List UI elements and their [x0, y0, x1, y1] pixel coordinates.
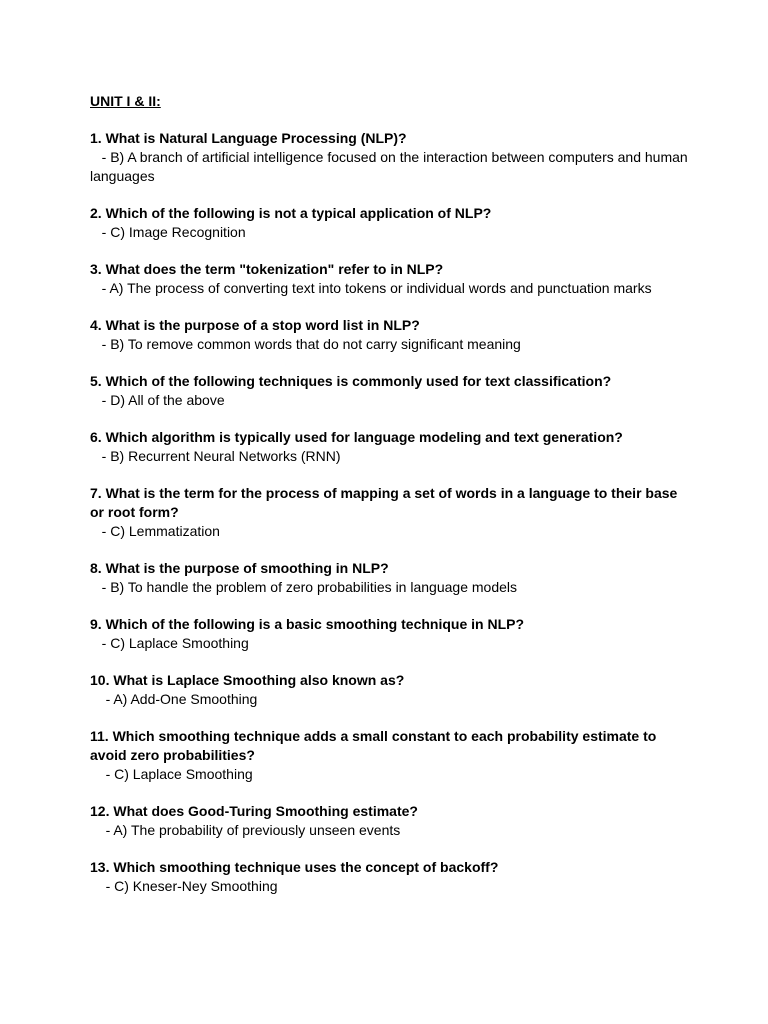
answer-text: - B) A branch of artificial intelligence focused on the interaction between computers and human languages — [90, 149, 692, 184]
answer-text: - C) Laplace Smoothing — [90, 766, 253, 782]
question-list — [90, 129, 690, 896]
question-text: 12. What does Good-Turing Smoothing estimate? — [90, 803, 418, 819]
question-item — [90, 129, 690, 186]
question-text: 1. What is Natural Language Processing (NLP)? — [90, 130, 407, 146]
question-item — [90, 858, 690, 896]
question-text: 4. What is the purpose of a stop word list in NLP? — [90, 317, 420, 333]
answer-text: - A) The process of converting text into tokens or individual words and punctuation marks — [90, 280, 652, 296]
question-item — [90, 615, 690, 653]
answer-text: - B) To handle the problem of zero probabilities in language models — [90, 579, 517, 595]
answer-text: - B) Recurrent Neural Networks (RNN) — [90, 448, 341, 464]
question-item — [90, 559, 690, 597]
question-text: 8. What is the purpose of smoothing in NLP? — [90, 560, 389, 576]
answer-text: - A) Add-One Smoothing — [90, 691, 258, 707]
question-item — [90, 372, 690, 410]
question-item — [90, 671, 690, 709]
question-item — [90, 727, 690, 784]
question-text: 5. Which of the following techniques is commonly used for text classification? — [90, 373, 612, 389]
answer-text: - B) To remove common words that do not carry significant meaning — [90, 336, 521, 352]
question-item — [90, 802, 690, 840]
question-text: 10. What is Laplace Smoothing also known as? — [90, 672, 405, 688]
answer-text: - D) All of the above — [90, 392, 225, 408]
question-text: 3. What does the term "tokenization" refer to in NLP? — [90, 261, 444, 277]
question-text: 11. Which smoothing technique adds a small constant to each probability estimate to avoid zero probabilities? — [90, 728, 657, 763]
question-text: 13. Which smoothing technique uses the concept of backoff? — [90, 859, 499, 875]
question-item — [90, 428, 690, 466]
question-item — [90, 260, 690, 298]
answer-text: - A) The probability of previously unseen events — [90, 822, 401, 838]
question-text: 6. Which algorithm is typically used for language modeling and text generation? — [90, 429, 623, 445]
answer-text: - C) Image Recognition — [90, 224, 246, 240]
answer-text: - C) Kneser-Ney Smoothing — [90, 878, 278, 894]
question-item — [90, 484, 690, 541]
question-item — [90, 204, 690, 242]
question-text: 9. Which of the following is a basic smoothing technique in NLP? — [90, 616, 525, 632]
unit-heading: UNIT I & II: — [90, 93, 161, 109]
answer-text: - C) Lemmatization — [90, 523, 220, 539]
question-text: 7. What is the term for the process of mapping a set of words in a language to their base or root form? — [90, 485, 678, 520]
question-text: 2. Which of the following is not a typical application of NLP? — [90, 205, 492, 221]
answer-text: - C) Laplace Smoothing — [90, 635, 249, 651]
document-content — [90, 92, 690, 914]
question-item — [90, 316, 690, 354]
